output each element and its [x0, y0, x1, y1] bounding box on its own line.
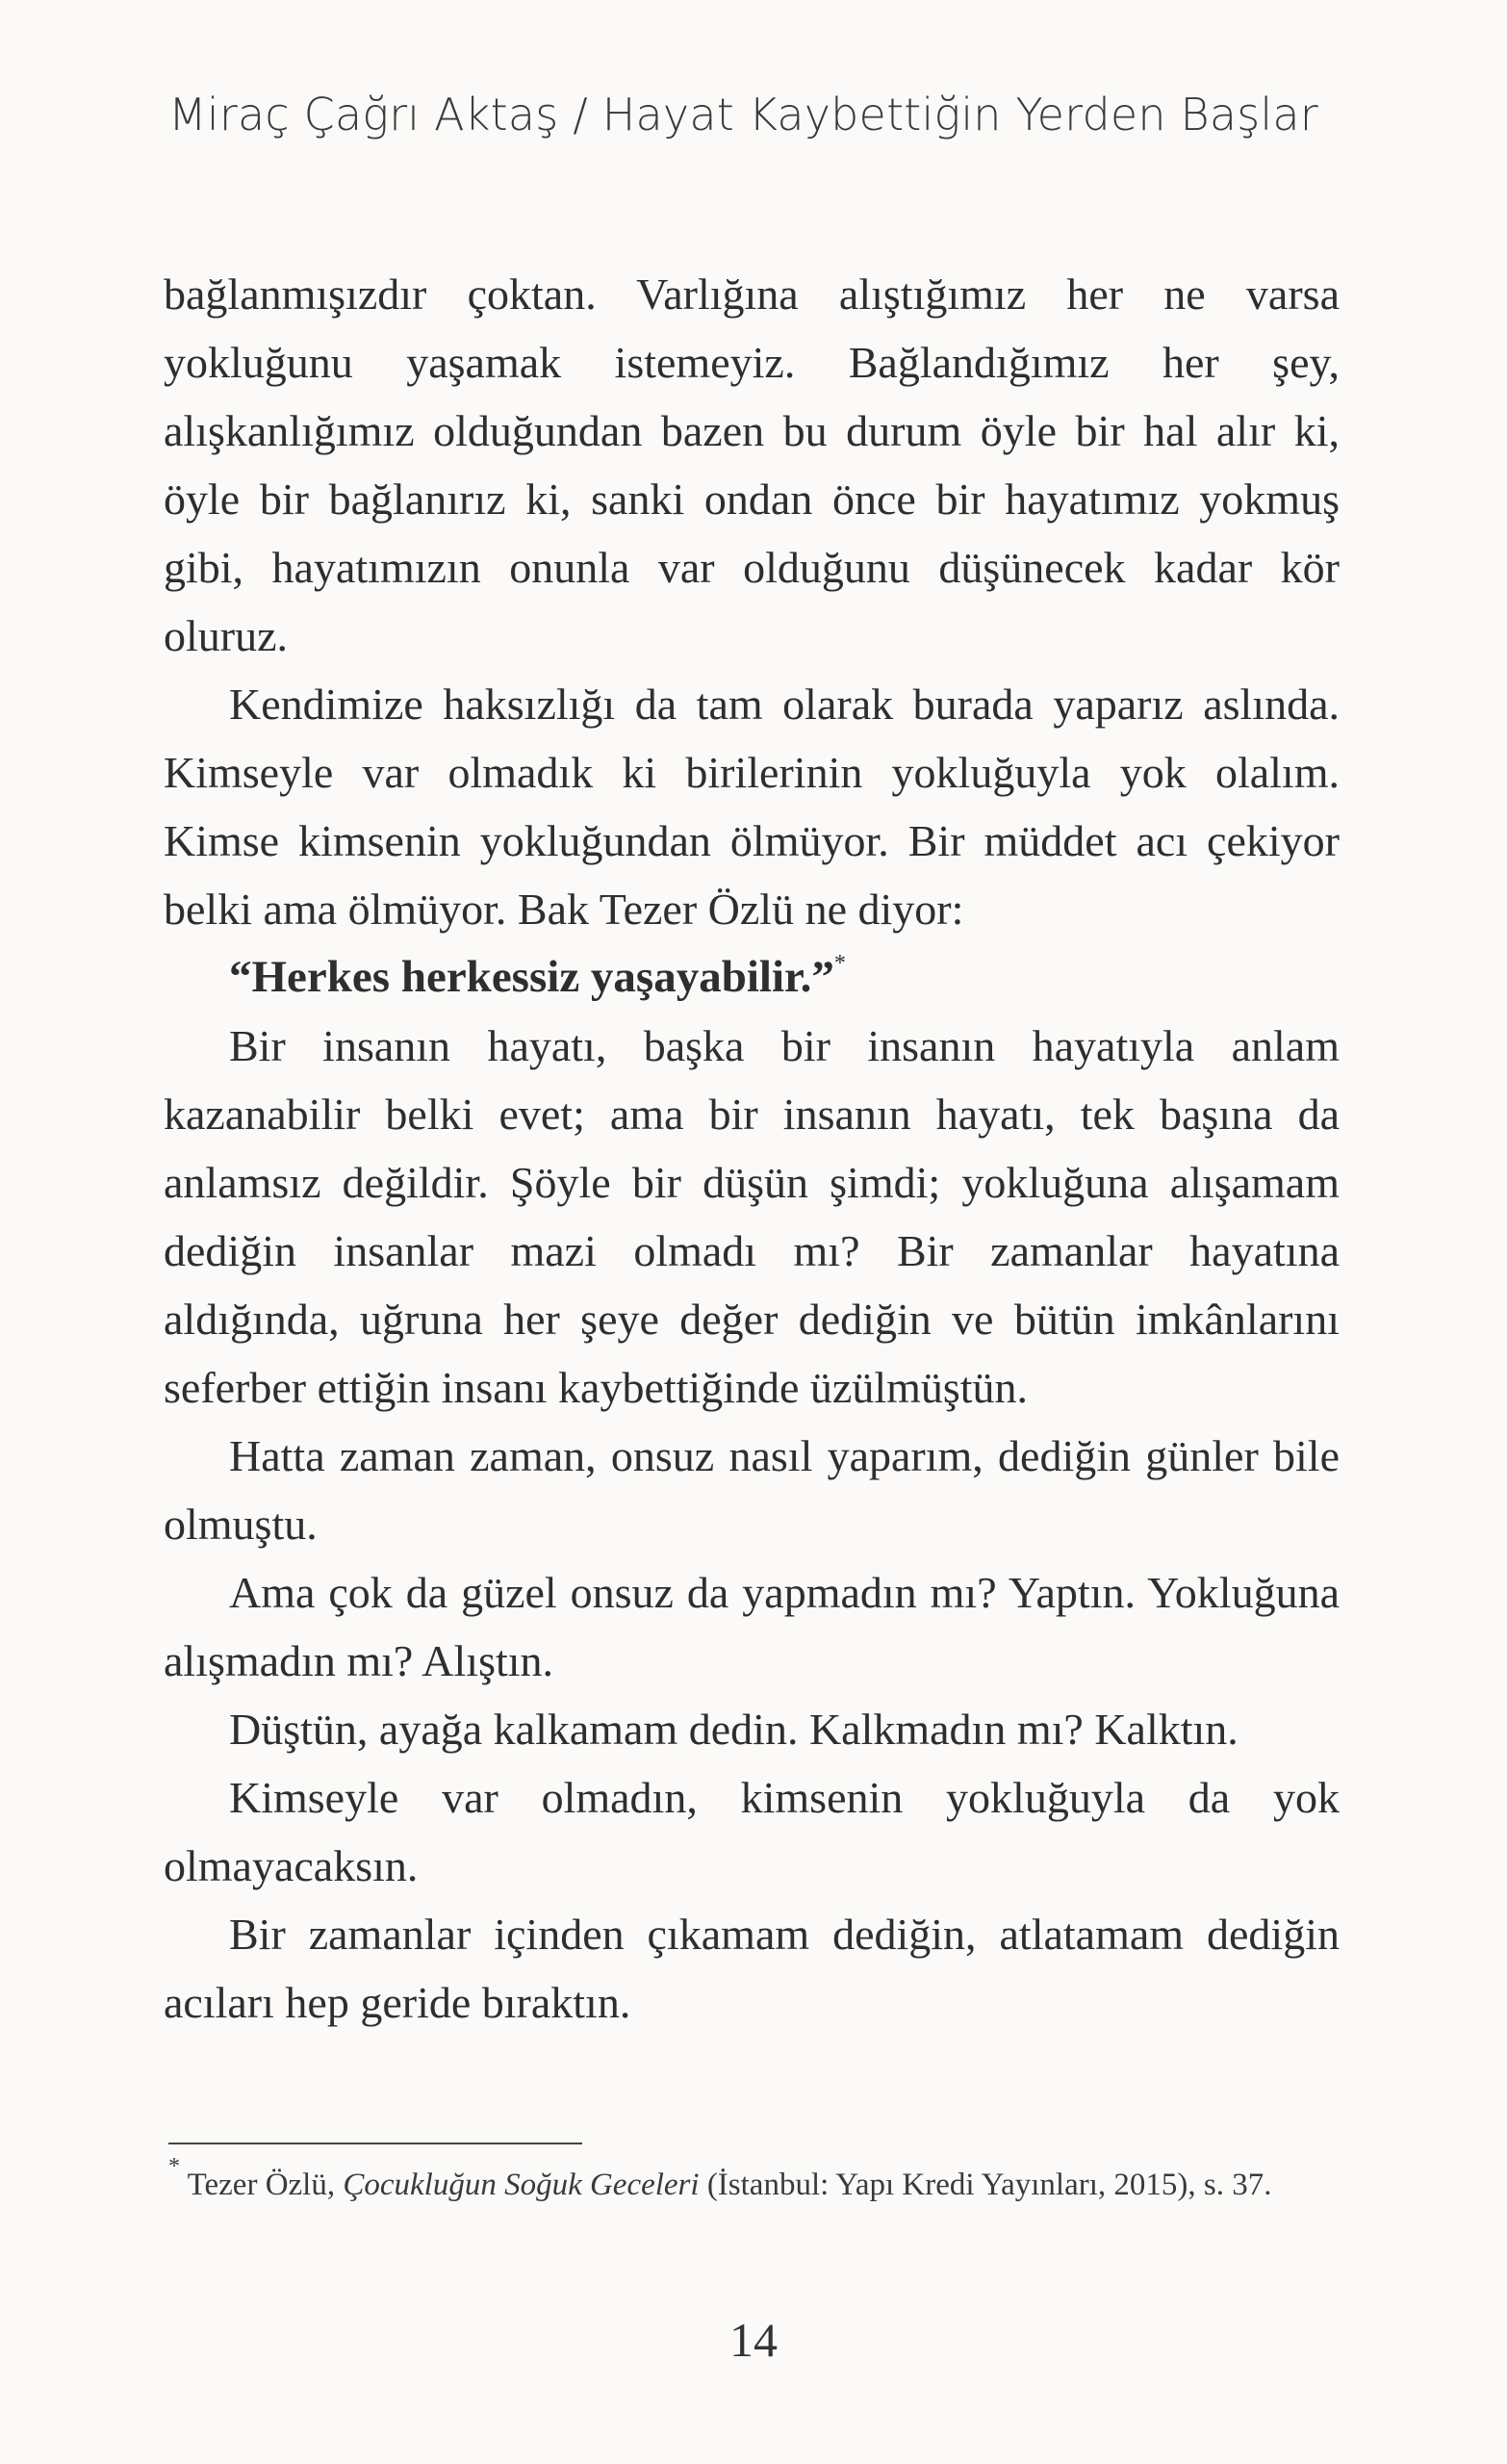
paragraph-6: Düştün, ayağa kalkamam dedin. Kalkmadın mı? Kalktın.	[229, 1705, 1239, 1754]
body-text	[164, 260, 1340, 2037]
paragraph-7: Kimseyle var olmadın, kimsenin yokluğuyla da yok olmayacaksın.	[164, 1773, 1340, 1890]
footnote-divider	[168, 2143, 582, 2144]
paragraph-1: bağlanmışızdır çoktan. Varlığına alıştığımız her ne varsa yokluğunu yaşamak istemeyiz. Bağlandığımız her şey, alışkanlığımız olduğundan bazen bu durum öyle bir hal alır ki, öyle bir bağlanırız ki, sanki ondan önce bir hayatımız yokmuş gibi, hayatımızın onunla var olduğunu düşünecek kadar kör oluruz.	[164, 270, 1340, 660]
quote-text: “Herkes herkessiz yaşayabilir.”	[229, 952, 834, 1002]
page-number: 14	[729, 2313, 778, 2367]
paragraph-4: Hatta zaman zaman, onsuz nasıl yaparım, dediğin günler bile olmuştu.	[164, 1431, 1340, 1549]
footnote-mark: *	[168, 2154, 180, 2179]
paragraph-5: Ama çok da güzel onsuz da yapmadın mı? Yaptın. Yokluğuna alışmadın mı? Alıştın.	[164, 1568, 1340, 1685]
footnote-publication: (İstanbul: Yapı Kredi Yayınları, 2015), s. 37.	[699, 2168, 1272, 2202]
paragraph-2: Kendimize haksızlığı da tam olarak burada yaparız aslında. Kimseyle var olmadık ki birilerinin yokluğuyla yok olalım. Kimse kimsenin yokluğundan ölmüyor. Bir müddet acı çekiyor belki ama ölmüyor. Bak Tezer Özlü ne diyor:	[164, 680, 1340, 934]
paragraph-8: Bir zamanlar içinden çıkamam dediğin, atlatamam dediğin acıları hep geride bıraktın.	[164, 1910, 1340, 2027]
running-header: Miraç Çağrı Aktaş / Hayat Kaybettiğin Yerden Başlar	[168, 89, 1318, 141]
footnote	[168, 2154, 1352, 2210]
footnote-author: Tezer Özlü,	[180, 2168, 344, 2202]
paragraph-3: Bir insanın hayatı, başka bir insanın hayatıyla anlam kazanabilir belki evet; ama bir insanın hayatı, tek başına da anlamsız değildir. Şöyle bir düşün şimdi; yokluğuna alışamam dediğin insanlar mazi olmadı mı? Bir zamanlar hayatına aldığında, uğruna her şeye değer dediğin ve bütün imkânlarını seferber ettiğin insanı kaybettiğinde üzülmüştün.	[164, 1021, 1340, 1412]
footnote-reference[interactable]: *	[833, 951, 846, 976]
footnote-book-title: Çocukluğun Soğuk Geceleri	[343, 2168, 700, 2202]
block-quote	[164, 943, 1340, 1012]
